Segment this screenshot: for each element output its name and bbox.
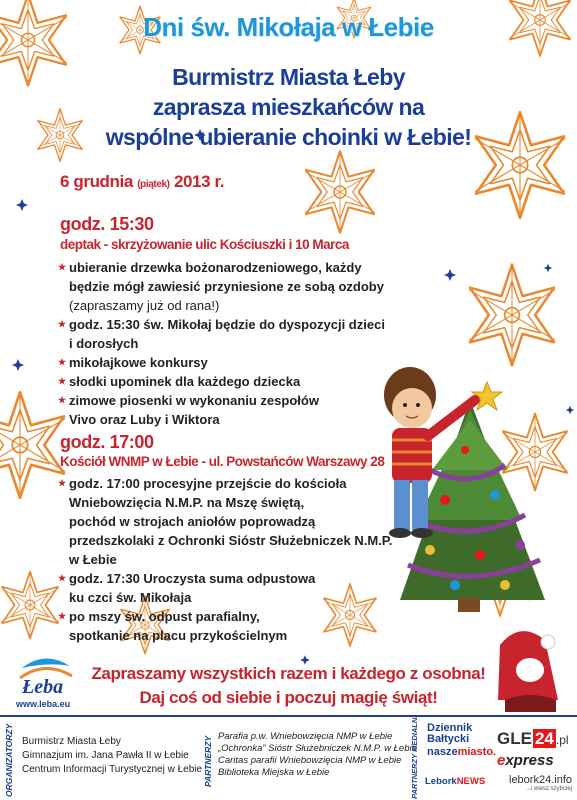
- snowflake-ornament-icon: [1, 571, 58, 638]
- partner: Biblioteka Miejska w Łebie: [218, 767, 330, 778]
- miasto-word: miasto.: [457, 746, 497, 758]
- event1-time: godz. 15:30: [60, 214, 154, 234]
- express-word: xpress: [505, 752, 554, 769]
- invitation: [0, 662, 577, 710]
- logo-url[interactable]: www.leba.eu: [16, 699, 71, 709]
- snowflake-ornament-icon: [469, 265, 555, 366]
- leborknews-logo[interactable]: [425, 776, 485, 787]
- invitation-line: Zapraszamy wszystkich razem i każdego z osobna!: [91, 664, 486, 683]
- organizer: Burmistrz Miasta Łeby: [22, 736, 121, 747]
- list-item: [60, 372, 385, 391]
- list-item-text: ★ godz. 17:30 Uroczysta suma odpustowa: [69, 571, 316, 586]
- gle-number: 24: [534, 729, 554, 748]
- list-item-text: w Łebie: [69, 552, 117, 567]
- event2-place: Kościół WNMP w Łebie - ul. Powstańców Warszawy 28: [60, 454, 385, 469]
- blue-star-icon: [16, 199, 28, 211]
- gle-domain: .pl: [555, 733, 569, 747]
- event1-place: deptak - skrzyżowanie ulic Kościuszki i 10 Marca: [60, 237, 349, 252]
- partners-list: [218, 731, 417, 779]
- event-date: [60, 172, 224, 192]
- blue-star-icon: [566, 406, 574, 414]
- event2-list: [60, 474, 392, 645]
- list-item-text: ★ mikołajkowe konkursy: [69, 355, 208, 370]
- snowflake-ornament-icon: [502, 414, 568, 491]
- footer: [0, 715, 577, 800]
- partner: Caritas parafii Wniebowzięcia NMP w Łebie: [218, 755, 402, 766]
- list-item-text: ★ godz. 17:00 procesyjne przejście do kościoła: [69, 476, 347, 491]
- list-item-text: i dorosłych: [69, 336, 139, 351]
- headline-line: wspólne ubieranie choinki w Łebie!: [105, 124, 472, 150]
- naszemiasto-logo[interactable]: [427, 746, 496, 758]
- organizers-list: [22, 735, 202, 777]
- partner: „Ochronka” Sióstr Służebniczek N.M.P. w Łebie: [218, 743, 417, 754]
- organizers-label: ORGANIZATORZY: [4, 723, 14, 797]
- list-item-text: ★ ubieranie drzewka bożonarodzeniowego, każdy: [69, 260, 362, 275]
- date-year: 2013 r.: [173, 172, 225, 191]
- dziennik-word: Dziennik: [427, 722, 473, 734]
- gle-word: GLE: [497, 729, 532, 748]
- list-item: [60, 391, 385, 429]
- list-item: [60, 474, 392, 569]
- blue-star-icon: [12, 359, 24, 371]
- page-title: Dni św. Mikołaja w Łebie: [143, 12, 434, 42]
- list-item: [60, 607, 392, 645]
- list-item: [60, 353, 385, 372]
- list-item-text: przedszkolaki z Ochronki Sióstr Służebniczek N.M.P.: [69, 533, 393, 548]
- list-item-text: ★ zimowe piosenki w wykonaniu zespołów: [69, 393, 319, 408]
- boy-decorating-tree-illustration: [384, 367, 545, 612]
- lebork24-word: lebork24.info: [509, 774, 572, 786]
- headline-line: zaprasza mieszkańców na: [152, 94, 425, 120]
- nasze-word: nasze: [427, 746, 458, 758]
- list-item: [60, 315, 385, 353]
- list-item-text: pochód w strojach aniołów poprowadzą: [69, 514, 316, 529]
- date-day: 6 grudnia: [60, 172, 133, 191]
- headline: [0, 62, 577, 152]
- date-weekday: (piątek): [137, 179, 170, 190]
- lebork24-logo[interactable]: [509, 774, 572, 792]
- list-item-text: ku czci św. Mikołaja: [69, 590, 192, 605]
- baltycki-word: Bałtycki: [427, 733, 470, 745]
- list-item-text: ★ godz. 15:30 św. Mikołaj będzie do dyspozycji dzieci: [69, 317, 385, 332]
- express-logo[interactable]: [497, 752, 554, 769]
- list-item-text: ★ słodki upominek dla każdego dziecka: [69, 374, 301, 389]
- list-item-text: spotkanie na placu przykościelnym: [69, 628, 288, 643]
- blue-star-icon: [544, 264, 552, 272]
- list-item-text: Vivo oraz Luby i Wiktora: [69, 412, 220, 427]
- partners-label: PARTNERZY: [203, 735, 213, 787]
- snowflake-ornament-icon: [0, 392, 65, 498]
- invitation-line: Daj coś od siebie i poczuj magię świąt!: [139, 688, 438, 707]
- media-partners: [425, 721, 575, 800]
- list-item: [60, 258, 385, 315]
- list-item-text: będzie mógł zawiesić przyniesione ze sobą ozdoby: [69, 279, 384, 294]
- organizer: Gimnazjum im. Jana Pawła II w Łebie: [22, 750, 189, 761]
- lebork24-tagline: ...i wiesz szybciej: [525, 786, 572, 792]
- snowflake-ornament-icon: [305, 151, 375, 233]
- gle24-logo[interactable]: [497, 729, 569, 749]
- event2-time: godz. 17:00: [60, 432, 154, 452]
- blue-star-icon: [444, 269, 456, 281]
- headline-line: Burmistrz Miasta Łeby: [172, 64, 405, 90]
- dziennik-baltycki-logo[interactable]: [427, 723, 472, 745]
- logo-name: Łeba: [22, 676, 64, 698]
- list-item-text: Wniebowzięcia N.M.P. na Mszę świętą,: [69, 495, 305, 510]
- lebork-word: Lebork: [425, 776, 457, 787]
- list-item-text: (zapraszamy już od rana!): [69, 298, 220, 313]
- organizer: Centrum Informacji Turystycznej w Łebie: [22, 764, 203, 775]
- event1-list: [60, 258, 385, 429]
- list-item-text: ★ po mszy św. odpust parafialny,: [69, 609, 260, 624]
- partner: Parafia p.w. Wniebowzięcia NMP w Łebie: [218, 731, 393, 742]
- express-e: e: [497, 752, 506, 769]
- news-word: NEWS: [456, 776, 486, 787]
- media-label: PARTNERZY MEDIALNI: [410, 715, 419, 799]
- list-item: [60, 569, 392, 607]
